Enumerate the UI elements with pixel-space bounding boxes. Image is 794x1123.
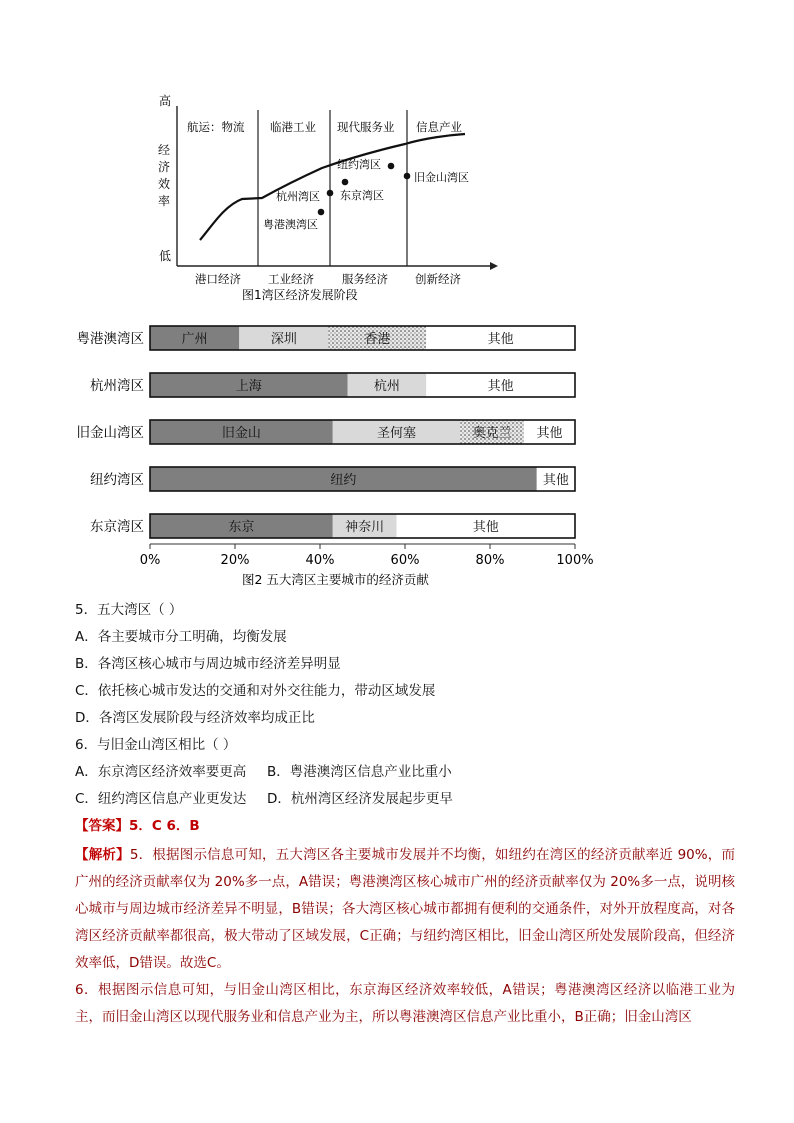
x-tick-label: 0% <box>139 553 161 568</box>
segment-label: 其他 <box>487 332 514 347</box>
answer-tag: 【答案】 <box>75 818 129 834</box>
analysis-p1-text: 5．根据图示信息可知，五大湾区各主要城市发展并不均衡，如纽约在湾区的经济贡献率近 90%，而广州的经济贡献率仅为 20%多一点，A错误；粤港澳湾区核心城市广州的经济贡献率仅为 20%多一点，说明核心城市与周边城市经济差异不明显，B错误；各大湾区核心城市都拥有便利的交通条件，对外开放程度高，对各湾区经济贡献率都很高，极大带动了区域发展，C正确；与纽约湾区相比，旧金山湾区所处发展阶段高，但经济效率低，D错误。故选C。 <box>75 847 736 971</box>
segment-label: 深圳 <box>270 332 297 347</box>
segment-label: 其他 <box>472 520 499 535</box>
x-tick-label: 100% <box>556 553 594 568</box>
fig1-y-low: 低 <box>159 249 172 263</box>
segment-label: 杭州 <box>373 379 400 394</box>
stage-top-label: 信息产业 <box>416 120 462 134</box>
segment-label: 广州 <box>181 332 208 347</box>
figure-2-chart <box>60 318 600 590</box>
x-tick-label: 60% <box>390 553 420 568</box>
point-marker <box>318 209 325 216</box>
segment-label: 香港 <box>364 332 391 347</box>
point-label: 粤港澳湾区 <box>263 218 318 231</box>
segment-label: 上海 <box>235 379 262 394</box>
point-marker <box>404 173 411 180</box>
point-marker <box>342 179 349 186</box>
segment-label: 旧金山 <box>221 426 261 441</box>
q5-option-d: D．各湾区发展阶段与经济效率均成正比 <box>75 710 315 726</box>
q5-option-c: C．依托核心城市发达的交通和对外交往能力，带动区域发展 <box>75 683 436 699</box>
segment-label: 神奈川 <box>345 520 385 535</box>
fig2-caption: 图2 五大湾区主要城市的经济贡献 <box>242 572 429 587</box>
category-label: 杭州湾区 <box>90 378 144 394</box>
q6-options-row-1 <box>75 759 735 786</box>
segment-label: 圣何塞 <box>376 426 417 441</box>
category-label: 东京湾区 <box>90 519 144 535</box>
stage-bottom-label: 创新经济 <box>415 272 461 286</box>
analysis-p2: 6．根据图示信息可知，与旧金山湾区相比，东京海区经济效率较低，A错误；粤港澳湾区经济以临港工业为主，而旧金山湾区以现代服务业和信息产业为主，所以粤港澳湾区信息产业比重小，B正确；旧金山湾区 <box>75 982 735 1025</box>
segment-label: 其他 <box>542 473 569 488</box>
segment-label: 奥克兰 <box>472 426 512 441</box>
segment-label: 纽约 <box>330 473 357 488</box>
question-block <box>75 597 735 840</box>
fig1-caption: 图1湾区经济发展阶段 <box>242 288 358 302</box>
analysis-p1 <box>75 842 735 977</box>
q6-option-c: C．纽约湾区信息产业更发达 <box>75 791 247 807</box>
segment-label: 其他 <box>487 379 514 394</box>
analysis-tag: 【解析】 <box>75 847 130 863</box>
category-label: 粤港澳湾区 <box>76 331 144 347</box>
point-label: 杭州湾区 <box>276 190 320 203</box>
point-label: 旧金山湾区 <box>414 171 469 184</box>
category-label: 纽约湾区 <box>90 472 144 488</box>
segment-label: 东京 <box>228 520 255 535</box>
stage-top-label: 现代服务业 <box>337 120 395 134</box>
q5-option-b: B．各湾区核心城市与周边城市经济差异明显 <box>75 656 341 672</box>
point-marker <box>327 190 334 197</box>
q6-options-row-2 <box>75 786 735 813</box>
q5-option-a: A．各主要城市分工明确，均衡发展 <box>75 629 287 645</box>
q6-option-b: B．粤港澳湾区信息产业比重小 <box>267 764 452 780</box>
fig1-efficiency-curve <box>200 134 465 240</box>
q6-option-d: D．杭州湾区经济发展起步更早 <box>267 791 453 807</box>
q5-stem: 5．五大湾区（ ） <box>75 602 183 618</box>
fig1-y-high: 高 <box>159 94 172 108</box>
analysis-block <box>75 842 735 1031</box>
point-label: 纽约湾区 <box>337 158 381 171</box>
point-label: 东京湾区 <box>340 189 384 202</box>
stage-bottom-label: 工业经济 <box>268 272 314 286</box>
x-tick-label: 40% <box>305 553 335 568</box>
fig1-x-arrow <box>490 262 498 270</box>
q6-stem: 6．与旧金山湾区相比（ ） <box>75 737 237 753</box>
stage-top-label: 临港工业 <box>270 120 316 134</box>
point-marker <box>388 163 395 170</box>
x-tick-label: 20% <box>220 553 250 568</box>
stage-top-label: 航运：物流 <box>187 120 245 134</box>
x-tick-label: 80% <box>475 553 505 568</box>
stage-bottom-label: 港口经济 <box>195 272 241 286</box>
answer-line <box>75 813 735 840</box>
answer-text: 5．C 6．B <box>129 818 200 834</box>
q6-option-a: A．东京湾区经济效率要更高 <box>75 764 247 780</box>
segment-label: 其他 <box>536 426 563 441</box>
fig1-y-label: 经济效率 <box>158 143 171 208</box>
figure-1 <box>150 88 510 306</box>
stage-bottom-label: 服务经济 <box>342 272 388 286</box>
category-label: 旧金山湾区 <box>76 425 144 441</box>
